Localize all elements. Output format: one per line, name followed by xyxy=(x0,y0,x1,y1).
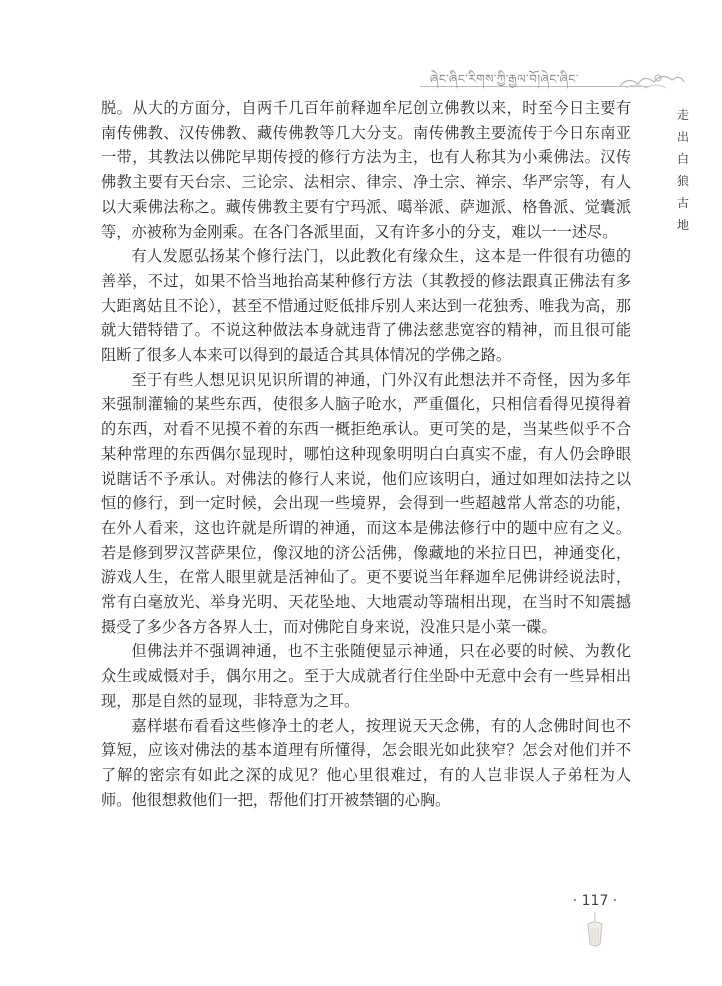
side-title-char: 走 xyxy=(676,108,689,122)
paragraph: 但佛法并不强调神通，也不主张随便显示神通，只在必要的时候、为教化众生或威慑对手，偶尔用之。至于大成就者行住坐卧中无意中会有一些异相出现，那是自然的显现，非特意为之耳。 xyxy=(101,642,631,710)
paragraph: 嘉样堪布看看这些修净土的老人，按理说天天念佛，有的人念佛时间也不算短，应该对佛法的基本道理有所懂得，怎会眼光如此狭窄？怎会对他们并不了解的密宗有如此之深的成见？他心里很难过，有的人岂非误人子弟枉为人师。他很想救他们一把，帮他们打开被禁锢的心胸。 xyxy=(101,716,631,809)
side-title-char: 古 xyxy=(676,196,689,210)
side-title-char: 地 xyxy=(676,218,689,232)
side-book-title xyxy=(675,104,691,236)
header-tibetan-text: ཞེང་ཞིང་རིགས་ཀྱི་རྒྱལ་བོ།ཞེང་ཞིང་ xyxy=(430,72,579,86)
paragraph: 至于有些人想见识见识所谓的神通，门外汉有此想法并不奇怪，因为多年来强制灌输的某些东西，使很多人脑子呛水，严重僵化，只相信看得见摸得着的东西，对看不见摸不着的东西一概拒绝承认。更可笑的是，当某些似乎不合某种常理的东西偶尔显现时，哪怕这种现象明明白白真实不虚，有人仍会睁眼说瞎话不予承认。对佛法的修行人来说，他们应该明白，通过如理如法持之以恒的修行，到一定时候，会出现一些境界，会得到一些超越常人常态的功能，在外人看来，这也许就是所谓的神通，而这本是佛法修行中的题中应有之义。若是修到罗汉菩萨果位，像汉地的济公活佛，像藏地的米拉日巴，神通变化，游戏人生，在常人眼里就是活神仙了。更不要说当年释迦牟尼佛讲经说法时，常有白毫放光、举身光明、天花坠地、大地震动等瑞相出现，在当时不知震撼摄受了多少各方各界人士，而对佛陀自身来说，没准只是小菜一碟。 xyxy=(101,370,631,636)
side-title-char: 出 xyxy=(676,130,689,144)
side-title-char: 狼 xyxy=(676,174,689,188)
side-title-char: 白 xyxy=(676,152,689,166)
cloud-ornament-icon xyxy=(618,68,688,94)
page-number: · 117 · xyxy=(572,893,618,909)
paragraph: 脱。从大的方面分，自两千几百年前释迦牟尼创立佛教以来，时至今日主要有南传佛教、汉传佛教、藏传佛教等几大分支。南传佛教主要流传于今日东南亚一带，其教法以佛陀早期传授的修行方法为主，也有人称其为小乘佛法。汉传佛教主要有天台宗、三论宗、法相宗、律宗、净土宗、禅宗、华严宗等，有人以大乘佛法称之。藏传佛教主要有宁玛派、噶举派、萨迦派、格鲁派、觉囊派等，亦被称为金刚乘。在各门各派里面，又有许多小的分支，难以一一述尽。 xyxy=(101,99,631,241)
paragraph: 有人发愿弘扬某个修行法门，以此教化有缘众生，这本是一件很有功德的善举，不过，如果不恰当地抬高某种修行方法（其教授的修法跟真正佛法有多大距离姑且不论），甚至不惜通过贬低排斥别人来达到一花独秀、唯我为高，那就大错特错了。不说这种做法本身就违背了佛法慈悲宽容的精神，而且很可能阻断了很多人本来可以得到的最适合其具体情况的学佛之路。 xyxy=(101,247,631,365)
running-header xyxy=(420,64,720,94)
tassel-ornament-icon xyxy=(570,910,620,950)
body-text xyxy=(101,96,631,812)
